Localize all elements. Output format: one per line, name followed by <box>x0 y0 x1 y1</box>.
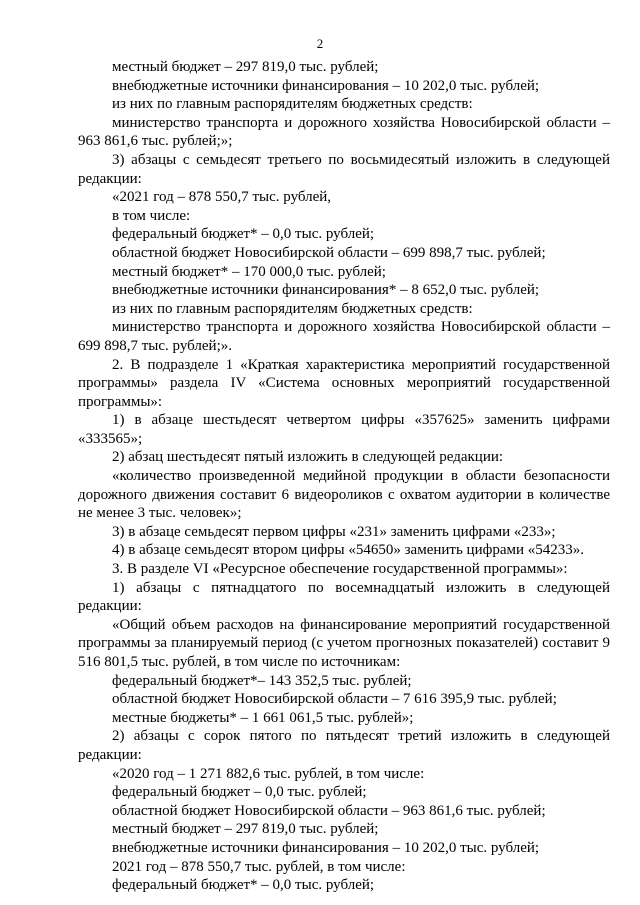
paragraph: внебюджетные источники финансирования – 10 202,0 тыс. рублей; <box>112 839 540 856</box>
paragraph: «Общий объем расходов на финансирование мероприятий государственной программы за планируемый период (с учетом прогнозных показателей) составит 9 516 801,5 тыс. рублей, в том числе по источникам: <box>78 616 610 670</box>
paragraph: внебюджетные источники финансирования – 10 202,0 тыс. рублей; <box>112 77 540 94</box>
paragraph: внебюджетные источники финансирования* – 8 652,0 тыс. рублей; <box>112 282 540 299</box>
paragraph: 4) в абзаце семьдесят втором цифры «54650» заменить цифрами «54233». <box>112 542 585 559</box>
paragraph: в том числе: <box>112 207 191 224</box>
paragraph: 3. В разделе VI «Ресурсное обеспечение государственной программы»: <box>112 561 568 578</box>
paragraph: местные бюджеты* – 1 661 061,5 тыс. рублей»; <box>112 709 414 726</box>
paragraph: из них по главным распорядителям бюджетных средств: <box>112 96 473 113</box>
paragraph: федеральный бюджет*– 143 352,5 тыс. рублей; <box>112 672 412 689</box>
page-number: 2 <box>316 36 324 51</box>
paragraph: 2021 год – 878 550,7 тыс. рублей, в том числе: <box>112 858 406 875</box>
paragraph: областной бюджет Новосибирской области – 7 616 395,9 тыс. рублей; <box>112 691 557 708</box>
paragraph: из них по главным распорядителям бюджетных средств: <box>112 300 473 317</box>
paragraph: федеральный бюджет* – 0,0 тыс. рублей; <box>112 226 375 243</box>
paragraph: «2020 год – 1 271 882,6 тыс. рублей, в том числе: <box>112 765 425 782</box>
paragraph: местный бюджет – 297 819,0 тыс. рублей; <box>112 59 379 75</box>
paragraph: областной бюджет Новосибирской области – 963 861,6 тыс. рублей; <box>112 802 546 819</box>
paragraph: местный бюджет* – 170 000,0 тыс. рублей; <box>112 263 386 280</box>
paragraph: федеральный бюджет – 0,0 тыс. рублей; <box>112 784 367 801</box>
document-body <box>78 58 610 895</box>
paragraph: 3) абзацы с семьдесят третьего по восьмидесятый изложить в следующей редакции: <box>78 151 610 187</box>
paragraph: 2. В подразделе 1 «Краткая характеристика мероприятий государственной программы» раздела IV «Система основных мероприятий государственной программы»: <box>78 356 610 410</box>
paragraph: 2) абзац шестьдесят пятый изложить в следующей редакции: <box>112 449 504 466</box>
paragraph: 2) абзацы с сорок пятого по пятьдесят третий изложить в следующей редакции: <box>78 728 610 763</box>
paragraph: 1) абзацы с пятнадцатого по восемнадцатый изложить в следующей редакции: <box>78 579 610 615</box>
paragraph: областной бюджет Новосибирской области – 699 898,7 тыс. рублей; <box>112 244 546 261</box>
paragraph: «2021 год – 878 550,7 тыс. рублей, <box>112 189 332 206</box>
paragraph: федеральный бюджет* – 0,0 тыс. рублей; <box>112 877 375 894</box>
paragraph: «количество произведенной медийной продукции в области безопасности дорожного движения составит 6 видеороликов с охватом аудитории в количестве не менее 3 тыс. человек»; <box>78 468 610 522</box>
paragraph: местный бюджет – 297 819,0 тыс. рублей; <box>112 821 379 838</box>
paragraph: 1) в абзаце шестьдесят четвертом цифры «357625» заменить цифрами «333565»; <box>78 412 610 447</box>
paragraph: министерство транспорта и дорожного хозяйства Новосибирской области – 699 898,7 тыс. рублей;». <box>78 319 610 354</box>
paragraph: 3) в абзаце семьдесят первом цифры «231» заменить цифрами «233»; <box>112 523 556 540</box>
paragraph: министерство транспорта и дорожного хозяйства Новосибирской области – 963 861,6 тыс. рублей;»; <box>78 114 610 150</box>
